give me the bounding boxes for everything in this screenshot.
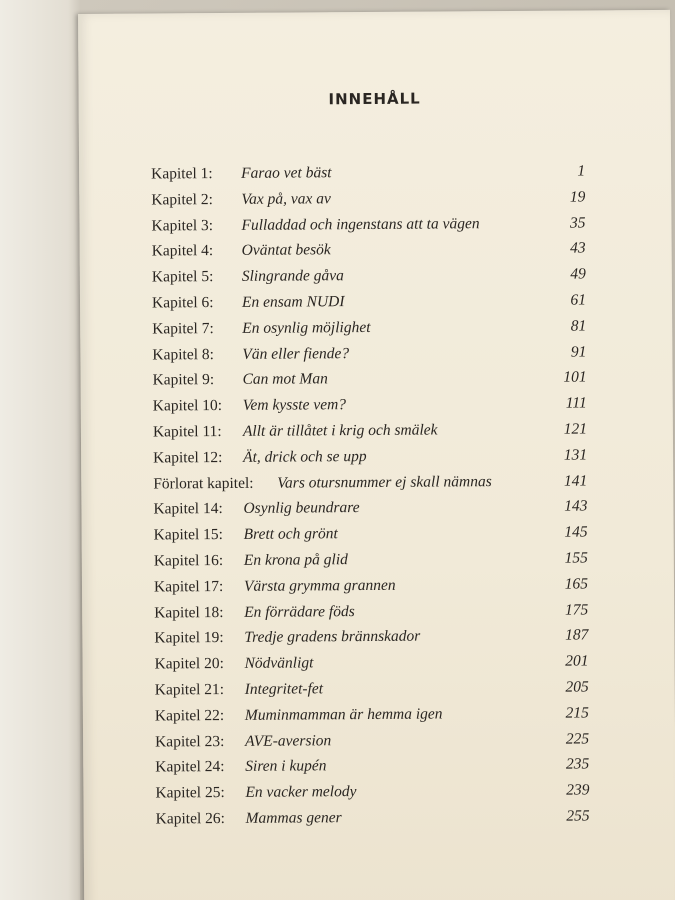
chapter-title: Farao vet bäst xyxy=(241,164,332,182)
page-number: 201 xyxy=(565,652,589,670)
toc-entry xyxy=(151,210,586,239)
page-number: 61 xyxy=(570,291,587,309)
chapter-label: Kapitel 1: xyxy=(151,165,213,183)
toc-entry xyxy=(155,752,590,781)
toc-entry xyxy=(151,158,586,187)
page-number: 1 xyxy=(577,162,586,180)
toc-entry xyxy=(153,494,588,523)
page-number: 49 xyxy=(570,265,586,283)
toc-entry xyxy=(151,287,587,316)
page-number: 101 xyxy=(563,368,587,386)
toc-entry xyxy=(151,262,586,291)
page-number: 35 xyxy=(569,214,586,232)
chapter-title: Osynlig beundrare xyxy=(243,499,360,518)
facing-page-edge xyxy=(0,0,80,900)
page-number: 121 xyxy=(563,420,587,438)
chapter-label: Kapitel 15: xyxy=(153,526,224,544)
chapter-title: En vacker melody xyxy=(245,783,357,801)
chapter-label: Kapitel 2: xyxy=(151,190,213,209)
chapter-title: En ensam NUDI xyxy=(241,293,345,311)
chapter-title: Oväntat besök xyxy=(241,241,331,260)
chapter-title: Vem kysste vem? xyxy=(242,396,347,415)
toc-entry xyxy=(152,365,587,394)
page-number: 235 xyxy=(565,755,590,773)
page-number: 175 xyxy=(564,600,589,619)
page-number: 205 xyxy=(565,678,589,696)
chapter-label: Kapitel 23: xyxy=(155,732,225,751)
page-number: 145 xyxy=(564,523,588,541)
page-number: 91 xyxy=(570,343,587,361)
page-title: INNEHÅLL xyxy=(328,89,421,109)
page-number: 239 xyxy=(566,781,590,799)
chapter-label: Kapitel 6: xyxy=(151,294,214,312)
chapter-label: Kapitel 14: xyxy=(153,500,223,518)
page-number: 141 xyxy=(563,472,588,490)
toc-entry xyxy=(153,545,588,574)
chapter-title: Allt är tillåtet i krig och smälek xyxy=(242,421,438,440)
toc-entry xyxy=(154,700,589,729)
toc-entry xyxy=(152,391,587,420)
toc-entry xyxy=(155,803,590,832)
toc-entry xyxy=(151,184,586,213)
chapter-title: Vars otursnummer ej skall nämnas xyxy=(277,472,492,492)
page-number: 111 xyxy=(565,394,587,412)
toc-entry xyxy=(154,597,589,626)
chapter-label: Kapitel 24: xyxy=(155,758,225,776)
page-number: 43 xyxy=(570,239,586,257)
toc-entry xyxy=(152,416,587,445)
chapter-label: Kapitel 16: xyxy=(153,551,224,570)
chapter-title: Nödvänligt xyxy=(244,654,314,672)
table-of-contents xyxy=(151,158,590,832)
chapter-title: Värsta grymma grannen xyxy=(243,576,396,595)
chapter-label: Kapitel 10: xyxy=(152,397,223,415)
toc-entry xyxy=(151,236,586,265)
chapter-title: AVE-aversion xyxy=(245,731,332,750)
toc-entry xyxy=(155,778,590,807)
toc-entry xyxy=(153,442,588,471)
page-number: 165 xyxy=(564,575,589,593)
toc-entry xyxy=(153,520,588,549)
chapter-label: Kapitel 25: xyxy=(155,784,225,802)
page-number: 81 xyxy=(570,317,587,335)
chapter-title: Siren i kupén xyxy=(245,757,327,776)
page-number: 131 xyxy=(563,446,588,464)
toc-entry xyxy=(152,313,587,342)
chapter-title: En krona på glid xyxy=(243,551,348,569)
chapter-label: Kapitel 21: xyxy=(154,680,225,699)
chapter-title: Can mot Man xyxy=(242,370,328,389)
chapter-label: Kapitel 11: xyxy=(152,422,222,441)
chapter-title: En osynlig möjlighet xyxy=(242,318,371,337)
chapter-title: Integritet-fet xyxy=(244,680,324,698)
chapter-title: Ät, drick och se upp xyxy=(243,447,367,466)
page-number: 255 xyxy=(566,807,590,825)
chapter-title: Vax på, vax av xyxy=(241,190,331,208)
chapter-title: Brett och grönt xyxy=(243,525,338,544)
chapter-title: Fulladdad och ingenstans att ta vägen xyxy=(241,214,480,234)
page-number: 155 xyxy=(564,549,588,567)
chapter-label: Kapitel 3: xyxy=(151,216,214,235)
chapter-label: Kapitel 17: xyxy=(153,577,224,596)
chapter-label: Kapitel 8: xyxy=(152,345,214,364)
chapter-label: Kapitel 7: xyxy=(152,319,214,338)
chapter-label: Kapitel 5: xyxy=(151,268,214,286)
chapter-title: Tredje gradens brännskador xyxy=(244,627,421,647)
page-number: 19 xyxy=(569,188,586,206)
toc-entry xyxy=(154,649,589,678)
page-number: 215 xyxy=(565,704,589,722)
toc-entry xyxy=(155,726,590,755)
chapter-label: Kapitel 20: xyxy=(154,655,224,673)
chapter-label: Kapitel 26: xyxy=(155,809,225,828)
toc-entry xyxy=(154,623,589,652)
chapter-title: Muminmamman är hemma igen xyxy=(244,705,443,724)
chapter-label: Kapitel 4: xyxy=(151,242,214,260)
chapter-title: Mammas gener xyxy=(245,809,342,827)
page-number: 143 xyxy=(564,497,588,515)
chapter-title: En förrädare föds xyxy=(244,602,355,621)
page-number: 225 xyxy=(565,729,590,748)
chapter-title: Vän eller fiende? xyxy=(242,344,350,363)
toc-entry xyxy=(153,571,589,600)
toc-entry xyxy=(153,468,588,497)
chapter-label: Kapitel 9: xyxy=(152,371,215,389)
chapter-title: Slingrande gåva xyxy=(241,267,344,286)
page-number: 187 xyxy=(565,626,589,644)
chapter-label: Kapitel 18: xyxy=(154,603,224,622)
chapter-label: Kapitel 19: xyxy=(154,629,224,647)
toc-entry xyxy=(154,674,589,703)
chapter-label: Förlorat kapitel: xyxy=(153,474,254,493)
toc-entry xyxy=(152,339,587,368)
book-page xyxy=(78,10,675,900)
chapter-label: Kapitel 22: xyxy=(154,706,225,725)
chapter-label: Kapitel 12: xyxy=(153,448,223,467)
